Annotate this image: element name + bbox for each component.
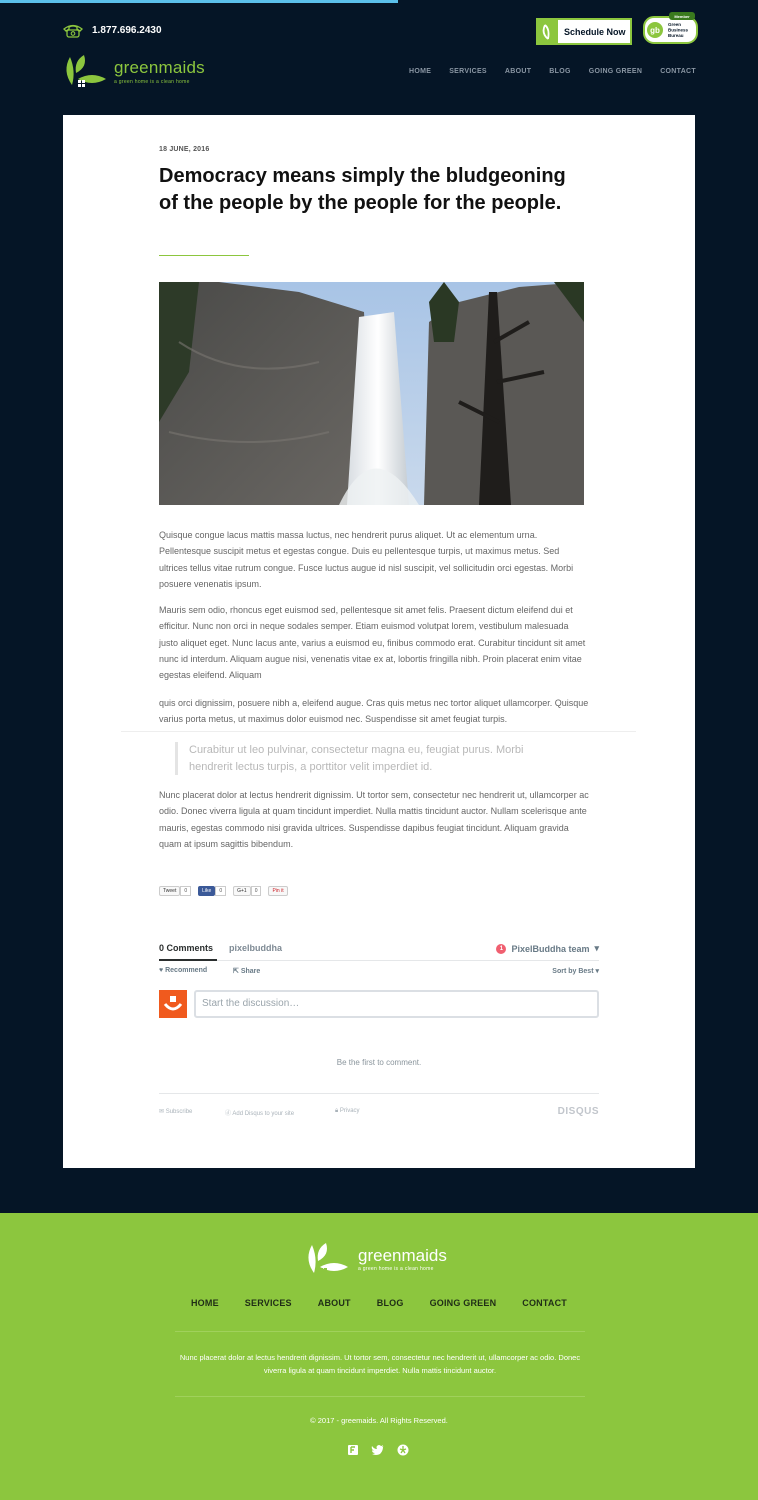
svg-text:Member: Member [674, 14, 690, 19]
logo-tagline: a green home is a clean home [114, 78, 190, 85]
svg-text:Bureau: Bureau [668, 33, 684, 38]
svg-text:Business: Business [668, 27, 689, 33]
add-disqus-link[interactable] [225, 1108, 294, 1117]
leaves-logo-icon [62, 53, 108, 89]
nav-going-green[interactable]: GOING GREEN [588, 68, 643, 75]
social-links [347, 1444, 409, 1456]
article-card [63, 115, 695, 1168]
footer-nav-home[interactable]: HOME [190, 1298, 219, 1308]
nav-blog[interactable]: BLOG [549, 68, 571, 75]
schedule-now-button[interactable] [536, 18, 632, 45]
footer-logo-name: greenmaids [358, 1246, 447, 1265]
svg-text:Green: Green [668, 22, 682, 27]
nav-about[interactable]: ABOUT [504, 68, 532, 75]
tab-comments[interactable]: 0 Comments [159, 943, 217, 961]
share-icon: ⇱ [233, 968, 239, 975]
footer-nav [0, 1298, 758, 1308]
heart-icon: ♥ [159, 967, 164, 974]
tab-community[interactable]: pixelbuddha [229, 943, 283, 953]
green-business-bureau-badge[interactable] [643, 12, 698, 44]
footer-logo-tagline: a green home is a clean home [358, 1266, 434, 1272]
like-count: 0 [215, 886, 226, 896]
leaf-icon [538, 20, 558, 43]
share-buttons [159, 886, 288, 896]
facebook-share[interactable] [198, 886, 226, 896]
tweet-button[interactable]: Tweet [159, 886, 180, 896]
site-logo[interactable] [62, 53, 205, 89]
twitter-icon[interactable] [371, 1444, 385, 1456]
footer-logo[interactable] [304, 1241, 447, 1277]
facebook-like-button[interactable]: Like [198, 886, 215, 896]
schedule-now-label: Schedule Now [564, 26, 626, 37]
quote-divider [121, 731, 636, 732]
disqus-logo[interactable]: DISQUS [557, 1106, 599, 1117]
subscribe-link[interactable] [159, 1108, 192, 1115]
waterfall-photo [159, 282, 584, 505]
disqus-guest-avatar-icon [163, 994, 183, 1014]
logo-name: greenmaids [114, 57, 205, 77]
post-title: Democracy means simply the bludgeoning of the people by the people for the people. [159, 165, 566, 214]
avatar[interactable] [159, 990, 187, 1018]
yelp-icon[interactable] [397, 1444, 409, 1456]
tweet-share[interactable] [159, 886, 191, 896]
privacy-link[interactable] [335, 1108, 360, 1115]
team-login-menu[interactable] [496, 943, 599, 954]
pinterest-button[interactable]: Pin it [268, 886, 287, 896]
svg-text:gb: gb [650, 26, 660, 35]
comments-tabs [159, 943, 599, 961]
paragraph-1: Quisque congue lacus mattis massa luctus, nec hendrerit purus aliquet. Ut ac elementum urna. Pellentesque suscipit metus et egestas congue. Duis eu pellentesque turpis, ut maximus metus. Sed ultrices tellus vitae rutrum congue. Fusce luctus augue id nisl suscipit, vel sollicitudin orci egestas. Morbi posuere venenatis ipsum. [159, 530, 574, 589]
empty-comments-message: Be the first to comment. [336, 1058, 422, 1067]
share-comments-button[interactable] [233, 967, 260, 975]
reading-progress-bar [0, 0, 398, 3]
title-underline [159, 255, 249, 256]
footer-divider [175, 1331, 585, 1332]
sort-dropdown[interactable] [552, 967, 599, 975]
disqus-footer [159, 1093, 599, 1119]
paragraph-3: quis orci dignissim, posuere nibh a, eleifend augue. Cras quis metus nec tortor aliquet ullamcorper. Quisque varius porta metus, ut maximus dolor euismod nec. Suspendisse sit amet feugiat turpis. [159, 698, 589, 725]
footer-divider [175, 1396, 585, 1397]
tweet-count: 0 [180, 886, 191, 896]
team-name: PixelBuddha team [511, 943, 590, 954]
disqus-d-icon: ⓓ [225, 1111, 232, 1117]
recommend-button[interactable] [159, 967, 207, 974]
nav-services[interactable]: SERVICES [449, 68, 487, 75]
gplus-share[interactable] [233, 886, 261, 896]
comment-input[interactable]: Start the discussion… [194, 990, 599, 1018]
mail-icon: ✉ [159, 1109, 165, 1115]
paragraph-4: Nunc placerat dolor at lectus hendrerit dignissim. Ut tortor sem, consectetur nec hendrerit ut, ullamcorper ac odio. Donec viverra ligula at quam tincidunt imperdiet. Nulla mattis tincidunt auctor. Nullam scelerisque ante mauris, egestas commodo nisi gravida ultrices. Suspendisse dapibus feugiat tincidunt. Aliquam gravida quam at ipsum sagittis bibendum. [159, 790, 589, 849]
nav-contact[interactable]: CONTACT [660, 68, 696, 75]
share-label: Share [240, 968, 261, 975]
sort-label: Sort by Best [552, 968, 594, 975]
add-disqus-label: Add Disqus to your site [232, 1111, 295, 1117]
copyright: © 2017 - greemaids. All Rights Reserved. [310, 1416, 448, 1425]
footer-nav-contact[interactable]: CONTACT [522, 1298, 568, 1308]
lock-icon: 🔒︎ [335, 1108, 339, 1114]
footer-nav-about[interactable]: ABOUT [317, 1298, 351, 1308]
main-nav [409, 68, 696, 75]
subscribe-label: Subscribe [165, 1109, 193, 1115]
header-phone[interactable] [62, 23, 162, 38]
phone-number: 1.877.696.2430 [92, 25, 162, 36]
footer-nav-going-green[interactable]: GOING GREEN [429, 1298, 497, 1308]
paragraph-2: Mauris sem odio, rhoncus eget euismod sed, pellentesque sit amet felis. Praesent dictum eleifend dui et efficitur. Nunc non orci in neque sodales semper. Etiam euismod volutpat lorem, vestibulum malesuada justo aliquet eget. Nunc lacus ante, varius a euismod eu, finibus commodo erat. Curabitur tincidunt sit amet nunc id interdum. Aliquam augue nisi, venenatis vitae ex at, lobortis fringilla nibh. Proin placerat enim vitae egestas eleifend. Aliquam [159, 605, 586, 681]
site-footer [0, 1213, 758, 1500]
leaves-logo-icon [304, 1241, 350, 1277]
foursquare-icon[interactable] [347, 1444, 359, 1456]
privacy-label: Privacy [339, 1108, 360, 1114]
footer-nav-blog[interactable]: BLOG [376, 1298, 404, 1308]
post-date: 18 JUNE, 2016 [159, 146, 210, 153]
blockquote: Curabitur ut leo pulvinar, consectetur magna eu, feugiat purus. Morbi hendrerit lectus turpis, a porttitor velit imperdiet id. [175, 742, 545, 775]
phone-icon [62, 23, 84, 38]
gplus-count: 0 [251, 886, 262, 896]
nav-home[interactable]: HOME [409, 68, 432, 75]
footer-text: Nunc placerat dolor at lectus hendrerit dignissim. Ut tortor sem, consectetur nec hendrerit ut, ullamcorper ac odio. Donec viverra ligula at quam tincidunt imperdiet. Nulla mattis tincidunt auctor. [179, 1353, 581, 1375]
recommend-label: Recommend [165, 967, 208, 974]
chevron-down-icon: ▾ [594, 943, 599, 953]
footer-nav-services[interactable]: SERVICES [244, 1298, 292, 1308]
gplus-button[interactable]: G+1 [233, 886, 251, 896]
notification-badge: 1 [496, 944, 506, 954]
chevron-down-icon: ▾ [595, 968, 599, 975]
